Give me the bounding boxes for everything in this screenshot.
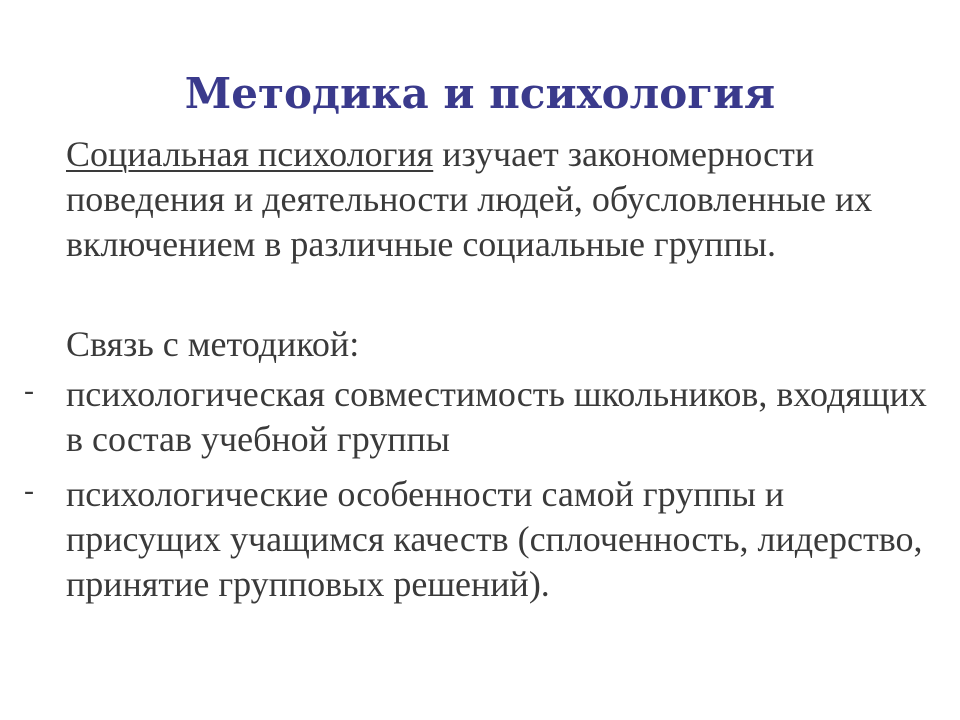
- connection-lead: Связь с методикой:: [66, 324, 360, 364]
- intro-first-line: [66, 132, 946, 177]
- intro-continuation: поведения и деятельности людей, обусловленные их включением в различные социальные группы.: [66, 179, 873, 264]
- intro-paragraph: [66, 132, 946, 267]
- bullet-marker-2: -: [24, 474, 34, 507]
- bullet-marker-1: -: [24, 374, 34, 407]
- social-psychology-term: Социальная психология: [66, 134, 434, 174]
- intro-line1-rest: изучает закономерности: [433, 134, 815, 174]
- bullet-item-2: психологические особенности самой группы и присущих учащимся качеств (сплоченность, лидерство, принятие групповых решений).: [66, 474, 923, 604]
- slide-title: Методика и психология: [184, 69, 776, 118]
- bullet-item-1: психологическая совместимость школьников, входящих в состав учебной группы: [66, 374, 927, 459]
